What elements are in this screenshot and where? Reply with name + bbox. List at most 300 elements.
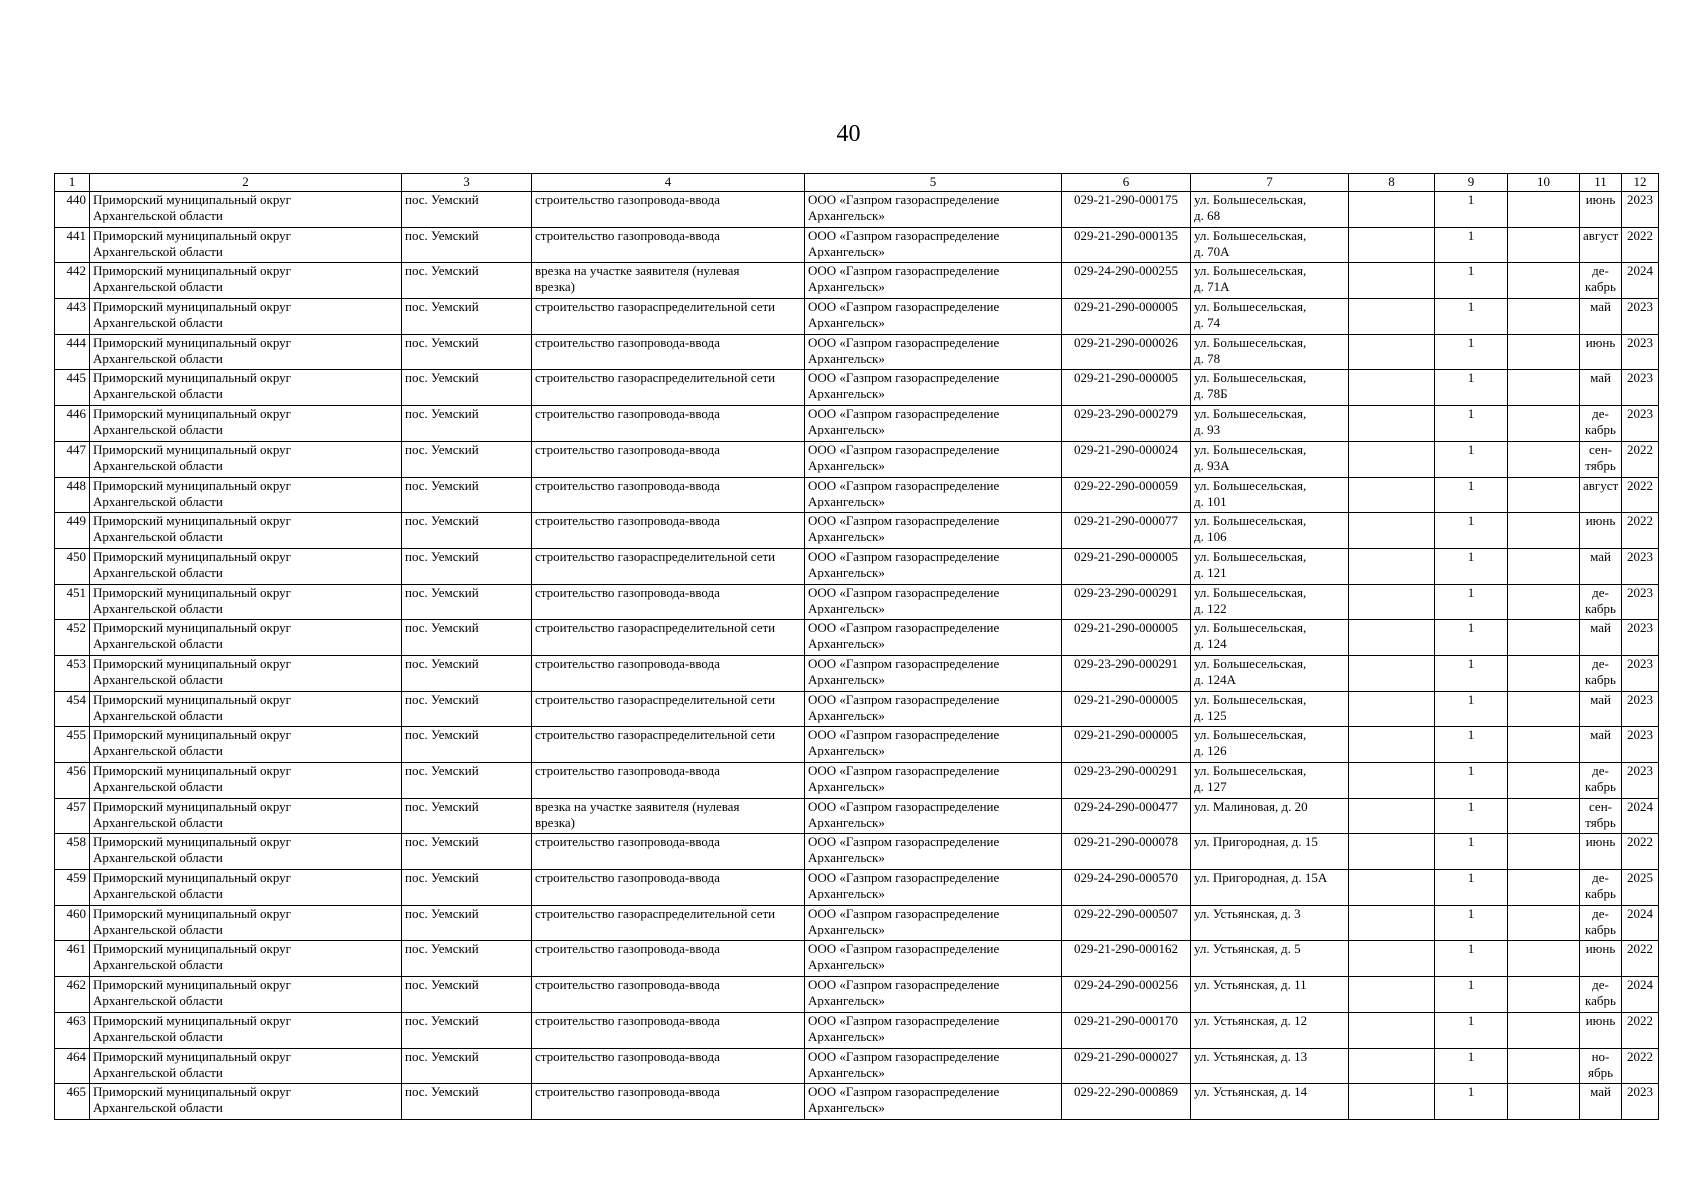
cell-month: май xyxy=(1580,548,1622,584)
cell-work-type: строительство газопровода-ввода xyxy=(532,227,805,263)
cell-work-type: строительство газораспределительной сети xyxy=(532,691,805,727)
cell-col-10 xyxy=(1508,477,1580,513)
cell-col-10 xyxy=(1508,406,1580,442)
cell-month: август xyxy=(1580,227,1622,263)
cell-year: 2024 xyxy=(1622,798,1659,834)
cell-work-type: строительство газораспределительной сети xyxy=(532,727,805,763)
cell-row-number: 442 xyxy=(55,263,90,299)
cell-work-type: строительство газораспределительной сети xyxy=(532,905,805,941)
cell-settlement: пос. Уемский xyxy=(402,406,532,442)
cell-settlement: пос. Уемский xyxy=(402,655,532,691)
cell-address: ул. Устьянская, д. 14 xyxy=(1191,1084,1349,1120)
cell-settlement: пос. Уемский xyxy=(402,1084,532,1120)
cell-application-number: 029-23-290-000279 xyxy=(1062,406,1191,442)
cell-quantity: 1 xyxy=(1435,1048,1508,1084)
cell-col-10 xyxy=(1508,548,1580,584)
cell-col-10 xyxy=(1508,1084,1580,1120)
cell-row-number: 444 xyxy=(55,334,90,370)
table-row xyxy=(55,620,1659,656)
cell-organization: ООО «Газпром газораспределение Архангельск» xyxy=(805,834,1062,870)
cell-address: ул. Большесельская, д. 74 xyxy=(1191,299,1349,335)
table-row xyxy=(55,870,1659,906)
cell-application-number: 029-24-290-000255 xyxy=(1062,263,1191,299)
cell-address: ул. Большесельская, д. 93 xyxy=(1191,406,1349,442)
cell-work-type: строительство газораспределительной сети xyxy=(532,620,805,656)
cell-month: июнь xyxy=(1580,513,1622,549)
table-row xyxy=(55,905,1659,941)
cell-month: де- кабрь xyxy=(1580,870,1622,906)
cell-quantity: 1 xyxy=(1435,584,1508,620)
cell-organization: ООО «Газпром газораспределение Архангельск» xyxy=(805,263,1062,299)
cell-address: ул. Большесельская, д. 78 xyxy=(1191,334,1349,370)
cell-application-number: 029-21-290-000005 xyxy=(1062,370,1191,406)
cell-year: 2022 xyxy=(1622,941,1659,977)
table-body xyxy=(55,192,1659,1120)
cell-address: ул. Большесельская, д. 93А xyxy=(1191,441,1349,477)
cell-work-type: строительство газопровода-ввода xyxy=(532,941,805,977)
cell-quantity: 1 xyxy=(1435,620,1508,656)
cell-col-8 xyxy=(1349,763,1435,799)
cell-work-type: строительство газопровода-ввода xyxy=(532,192,805,228)
cell-work-type: врезка на участке заявителя (нулевая врезка) xyxy=(532,798,805,834)
cell-address: ул. Устьянская, д. 12 xyxy=(1191,1012,1349,1048)
cell-col-10 xyxy=(1508,977,1580,1013)
cell-row-number: 451 xyxy=(55,584,90,620)
cell-year: 2023 xyxy=(1622,548,1659,584)
table-row xyxy=(55,192,1659,228)
cell-organization: ООО «Газпром газораспределение Архангельск» xyxy=(805,441,1062,477)
cell-organization: ООО «Газпром газораспределение Архангельск» xyxy=(805,763,1062,799)
cell-col-8 xyxy=(1349,1012,1435,1048)
cell-quantity: 1 xyxy=(1435,513,1508,549)
cell-row-number: 452 xyxy=(55,620,90,656)
cell-col-8 xyxy=(1349,905,1435,941)
cell-quantity: 1 xyxy=(1435,905,1508,941)
cell-organization: ООО «Газпром газораспределение Архангельск» xyxy=(805,1084,1062,1120)
cell-row-number: 456 xyxy=(55,763,90,799)
table-row xyxy=(55,370,1659,406)
table-row xyxy=(55,655,1659,691)
cell-organization: ООО «Газпром газораспределение Архангельск» xyxy=(805,870,1062,906)
cell-col-10 xyxy=(1508,1048,1580,1084)
cell-month: июнь xyxy=(1580,334,1622,370)
cell-settlement: пос. Уемский xyxy=(402,798,532,834)
cell-settlement: пос. Уемский xyxy=(402,763,532,799)
cell-col-10 xyxy=(1508,655,1580,691)
cell-col-10 xyxy=(1508,334,1580,370)
cell-settlement: пос. Уемский xyxy=(402,977,532,1013)
table-row xyxy=(55,513,1659,549)
cell-quantity: 1 xyxy=(1435,763,1508,799)
cell-organization: ООО «Газпром газораспределение Архангельск» xyxy=(805,620,1062,656)
cell-municipality: Приморский муниципальный округ Архангельской области xyxy=(90,1048,402,1084)
cell-quantity: 1 xyxy=(1435,227,1508,263)
cell-col-8 xyxy=(1349,727,1435,763)
cell-application-number: 029-21-290-000005 xyxy=(1062,727,1191,763)
cell-year: 2023 xyxy=(1622,334,1659,370)
cell-application-number: 029-21-290-000026 xyxy=(1062,334,1191,370)
cell-col-10 xyxy=(1508,691,1580,727)
cell-col-8 xyxy=(1349,441,1435,477)
table-row xyxy=(55,441,1659,477)
cell-work-type: строительство газопровода-ввода xyxy=(532,441,805,477)
cell-month: сен- тябрь xyxy=(1580,441,1622,477)
cell-application-number: 029-21-290-000005 xyxy=(1062,691,1191,727)
cell-month: де- кабрь xyxy=(1580,655,1622,691)
cell-municipality: Приморский муниципальный округ Архангельской области xyxy=(90,513,402,549)
cell-quantity: 1 xyxy=(1435,370,1508,406)
cell-row-number: 464 xyxy=(55,1048,90,1084)
cell-work-type: строительство газопровода-ввода xyxy=(532,513,805,549)
cell-application-number: 029-21-290-000005 xyxy=(1062,299,1191,335)
cell-quantity: 1 xyxy=(1435,192,1508,228)
cell-municipality: Приморский муниципальный округ Архангельской области xyxy=(90,584,402,620)
column-header-5: 5 xyxy=(805,174,1062,192)
table-row xyxy=(55,1048,1659,1084)
cell-col-10 xyxy=(1508,1012,1580,1048)
cell-col-10 xyxy=(1508,763,1580,799)
cell-row-number: 441 xyxy=(55,227,90,263)
cell-organization: ООО «Газпром газораспределение Архангельск» xyxy=(805,548,1062,584)
cell-application-number: 029-24-290-000477 xyxy=(1062,798,1191,834)
cell-col-8 xyxy=(1349,227,1435,263)
cell-organization: ООО «Газпром газораспределение Архангельск» xyxy=(805,905,1062,941)
cell-organization: ООО «Газпром газораспределение Архангельск» xyxy=(805,334,1062,370)
cell-settlement: пос. Уемский xyxy=(402,905,532,941)
cell-month: де- кабрь xyxy=(1580,763,1622,799)
cell-month: сен- тябрь xyxy=(1580,798,1622,834)
cell-application-number: 029-21-290-000024 xyxy=(1062,441,1191,477)
table-row xyxy=(55,1084,1659,1120)
cell-year: 2023 xyxy=(1622,727,1659,763)
cell-work-type: строительство газораспределительной сети xyxy=(532,548,805,584)
table-row xyxy=(55,941,1659,977)
cell-address: ул. Пригородная, д. 15 xyxy=(1191,834,1349,870)
cell-organization: ООО «Газпром газораспределение Архангельск» xyxy=(805,370,1062,406)
cell-address: ул. Большесельская, д. 78Б xyxy=(1191,370,1349,406)
cell-settlement: пос. Уемский xyxy=(402,227,532,263)
cell-municipality: Приморский муниципальный округ Архангельской области xyxy=(90,798,402,834)
cell-municipality: Приморский муниципальный округ Архангельской области xyxy=(90,370,402,406)
cell-address: ул. Большесельская, д. 126 xyxy=(1191,727,1349,763)
table-row xyxy=(55,227,1659,263)
cell-col-8 xyxy=(1349,192,1435,228)
cell-col-8 xyxy=(1349,334,1435,370)
cell-application-number: 029-22-290-000507 xyxy=(1062,905,1191,941)
cell-municipality: Приморский муниципальный округ Архангельской области xyxy=(90,1084,402,1120)
cell-quantity: 1 xyxy=(1435,691,1508,727)
cell-year: 2023 xyxy=(1622,691,1659,727)
cell-quantity: 1 xyxy=(1435,941,1508,977)
cell-settlement: пос. Уемский xyxy=(402,334,532,370)
cell-year: 2022 xyxy=(1622,227,1659,263)
cell-municipality: Приморский муниципальный округ Архангельской области xyxy=(90,763,402,799)
cell-month: но- ябрь xyxy=(1580,1048,1622,1084)
cell-work-type: строительство газопровода-ввода xyxy=(532,834,805,870)
gas-connection-register-table xyxy=(54,173,1659,1120)
cell-quantity: 1 xyxy=(1435,477,1508,513)
cell-settlement: пос. Уемский xyxy=(402,620,532,656)
cell-work-type: строительство газопровода-ввода xyxy=(532,1084,805,1120)
cell-year: 2023 xyxy=(1622,1084,1659,1120)
cell-application-number: 029-21-290-000170 xyxy=(1062,1012,1191,1048)
cell-work-type: строительство газопровода-ввода xyxy=(532,977,805,1013)
cell-row-number: 454 xyxy=(55,691,90,727)
cell-month: де- кабрь xyxy=(1580,977,1622,1013)
column-header-2: 2 xyxy=(90,174,402,192)
cell-col-10 xyxy=(1508,941,1580,977)
cell-application-number: 029-21-290-000005 xyxy=(1062,548,1191,584)
cell-municipality: Приморский муниципальный округ Архангельской области xyxy=(90,441,402,477)
cell-municipality: Приморский муниципальный округ Архангельской области xyxy=(90,655,402,691)
cell-settlement: пос. Уемский xyxy=(402,263,532,299)
cell-year: 2023 xyxy=(1622,584,1659,620)
cell-col-10 xyxy=(1508,584,1580,620)
cell-col-10 xyxy=(1508,798,1580,834)
cell-settlement: пос. Уемский xyxy=(402,870,532,906)
cell-municipality: Приморский муниципальный округ Архангельской области xyxy=(90,227,402,263)
cell-month: август xyxy=(1580,477,1622,513)
cell-col-10 xyxy=(1508,192,1580,228)
cell-year: 2024 xyxy=(1622,263,1659,299)
column-header-12: 12 xyxy=(1622,174,1659,192)
table-row xyxy=(55,977,1659,1013)
cell-settlement: пос. Уемский xyxy=(402,691,532,727)
cell-organization: ООО «Газпром газораспределение Архангельск» xyxy=(805,584,1062,620)
cell-year: 2024 xyxy=(1622,977,1659,1013)
cell-row-number: 440 xyxy=(55,192,90,228)
cell-settlement: пос. Уемский xyxy=(402,299,532,335)
cell-settlement: пос. Уемский xyxy=(402,834,532,870)
cell-col-8 xyxy=(1349,870,1435,906)
cell-month: июнь xyxy=(1580,941,1622,977)
cell-col-10 xyxy=(1508,441,1580,477)
table-row xyxy=(55,548,1659,584)
cell-row-number: 462 xyxy=(55,977,90,1013)
cell-row-number: 461 xyxy=(55,941,90,977)
cell-row-number: 450 xyxy=(55,548,90,584)
cell-municipality: Приморский муниципальный округ Архангельской области xyxy=(90,548,402,584)
cell-year: 2022 xyxy=(1622,1048,1659,1084)
cell-organization: ООО «Газпром газораспределение Архангельск» xyxy=(805,477,1062,513)
cell-municipality: Приморский муниципальный округ Архангельской области xyxy=(90,834,402,870)
cell-municipality: Приморский муниципальный округ Архангельской области xyxy=(90,334,402,370)
cell-work-type: строительство газопровода-ввода xyxy=(532,870,805,906)
cell-address: ул. Большесельская, д. 122 xyxy=(1191,584,1349,620)
cell-work-type: строительство газопровода-ввода xyxy=(532,763,805,799)
column-header-4: 4 xyxy=(532,174,805,192)
cell-address: ул. Большесельская, д. 68 xyxy=(1191,192,1349,228)
table-row xyxy=(55,263,1659,299)
cell-year: 2024 xyxy=(1622,905,1659,941)
cell-month: май xyxy=(1580,691,1622,727)
cell-col-8 xyxy=(1349,941,1435,977)
cell-organization: ООО «Газпром газораспределение Архангельск» xyxy=(805,941,1062,977)
cell-month: де- кабрь xyxy=(1580,406,1622,442)
cell-col-8 xyxy=(1349,584,1435,620)
cell-row-number: 455 xyxy=(55,727,90,763)
cell-work-type: строительство газораспределительной сети xyxy=(532,299,805,335)
cell-col-8 xyxy=(1349,406,1435,442)
cell-address: ул. Пригородная, д. 15А xyxy=(1191,870,1349,906)
cell-work-type: строительство газопровода-ввода xyxy=(532,406,805,442)
cell-work-type: строительство газопровода-ввода xyxy=(532,584,805,620)
cell-col-10 xyxy=(1508,834,1580,870)
cell-quantity: 1 xyxy=(1435,548,1508,584)
cell-year: 2023 xyxy=(1622,192,1659,228)
cell-municipality: Приморский муниципальный округ Архангельской области xyxy=(90,905,402,941)
cell-settlement: пос. Уемский xyxy=(402,727,532,763)
table-row xyxy=(55,584,1659,620)
cell-year: 2022 xyxy=(1622,1012,1659,1048)
cell-quantity: 1 xyxy=(1435,406,1508,442)
cell-year: 2022 xyxy=(1622,477,1659,513)
column-header-7: 7 xyxy=(1191,174,1349,192)
cell-row-number: 458 xyxy=(55,834,90,870)
cell-address: ул. Большесельская, д. 127 xyxy=(1191,763,1349,799)
cell-month: май xyxy=(1580,370,1622,406)
cell-municipality: Приморский муниципальный округ Архангельской области xyxy=(90,620,402,656)
cell-address: ул. Малиновая, д. 20 xyxy=(1191,798,1349,834)
table-row xyxy=(55,798,1659,834)
cell-application-number: 029-24-290-000256 xyxy=(1062,977,1191,1013)
cell-quantity: 1 xyxy=(1435,441,1508,477)
cell-year: 2023 xyxy=(1622,406,1659,442)
cell-application-number: 029-21-290-000078 xyxy=(1062,834,1191,870)
cell-month: май xyxy=(1580,727,1622,763)
cell-organization: ООО «Газпром газораспределение Архангельск» xyxy=(805,1012,1062,1048)
cell-settlement: пос. Уемский xyxy=(402,477,532,513)
cell-settlement: пос. Уемский xyxy=(402,370,532,406)
cell-settlement: пос. Уемский xyxy=(402,584,532,620)
table-row xyxy=(55,763,1659,799)
cell-year: 2023 xyxy=(1622,620,1659,656)
cell-work-type: строительство газопровода-ввода xyxy=(532,655,805,691)
cell-month: де- кабрь xyxy=(1580,584,1622,620)
cell-municipality: Приморский муниципальный округ Архангельской области xyxy=(90,299,402,335)
column-header-9: 9 xyxy=(1435,174,1508,192)
cell-organization: ООО «Газпром газораспределение Архангельск» xyxy=(805,227,1062,263)
cell-quantity: 1 xyxy=(1435,655,1508,691)
cell-quantity: 1 xyxy=(1435,977,1508,1013)
cell-application-number: 029-23-290-000291 xyxy=(1062,655,1191,691)
cell-col-8 xyxy=(1349,513,1435,549)
cell-row-number: 460 xyxy=(55,905,90,941)
table-row xyxy=(55,834,1659,870)
cell-row-number: 446 xyxy=(55,406,90,442)
cell-month: де- кабрь xyxy=(1580,905,1622,941)
cell-col-8 xyxy=(1349,299,1435,335)
cell-application-number: 029-23-290-000291 xyxy=(1062,763,1191,799)
cell-col-8 xyxy=(1349,834,1435,870)
column-header-1: 1 xyxy=(55,174,90,192)
column-header-3: 3 xyxy=(402,174,532,192)
cell-month: май xyxy=(1580,299,1622,335)
cell-work-type: строительство газопровода-ввода xyxy=(532,334,805,370)
cell-col-8 xyxy=(1349,798,1435,834)
cell-row-number: 443 xyxy=(55,299,90,335)
cell-col-8 xyxy=(1349,691,1435,727)
cell-col-10 xyxy=(1508,620,1580,656)
cell-month: май xyxy=(1580,620,1622,656)
cell-settlement: пос. Уемский xyxy=(402,441,532,477)
cell-col-10 xyxy=(1508,727,1580,763)
cell-work-type: строительство газопровода-ввода xyxy=(532,1012,805,1048)
cell-row-number: 449 xyxy=(55,513,90,549)
cell-work-type: строительство газопровода-ввода xyxy=(532,1048,805,1084)
cell-col-10 xyxy=(1508,263,1580,299)
cell-municipality: Приморский муниципальный округ Архангельской области xyxy=(90,870,402,906)
cell-application-number: 029-22-290-000869 xyxy=(1062,1084,1191,1120)
cell-organization: ООО «Газпром газораспределение Архангельск» xyxy=(805,655,1062,691)
cell-month: де- кабрь xyxy=(1580,263,1622,299)
column-number-header-row xyxy=(55,174,1659,192)
cell-quantity: 1 xyxy=(1435,1012,1508,1048)
cell-address: ул. Большесельская, д. 71А xyxy=(1191,263,1349,299)
cell-address: ул. Большесельская, д. 121 xyxy=(1191,548,1349,584)
table-row xyxy=(55,477,1659,513)
cell-organization: ООО «Газпром газораспределение Архангельск» xyxy=(805,977,1062,1013)
cell-address: ул. Устьянская, д. 5 xyxy=(1191,941,1349,977)
table-row xyxy=(55,691,1659,727)
cell-row-number: 459 xyxy=(55,870,90,906)
cell-municipality: Приморский муниципальный округ Архангельской области xyxy=(90,477,402,513)
cell-address: ул. Большесельская, д. 101 xyxy=(1191,477,1349,513)
cell-address: ул. Большесельская, д. 124 xyxy=(1191,620,1349,656)
table-row xyxy=(55,406,1659,442)
cell-application-number: 029-22-290-000059 xyxy=(1062,477,1191,513)
cell-year: 2022 xyxy=(1622,834,1659,870)
cell-year: 2023 xyxy=(1622,763,1659,799)
cell-quantity: 1 xyxy=(1435,1084,1508,1120)
cell-row-number: 447 xyxy=(55,441,90,477)
table-row xyxy=(55,334,1659,370)
column-header-8: 8 xyxy=(1349,174,1435,192)
cell-col-10 xyxy=(1508,227,1580,263)
cell-quantity: 1 xyxy=(1435,870,1508,906)
table-row xyxy=(55,299,1659,335)
cell-application-number: 029-21-290-000027 xyxy=(1062,1048,1191,1084)
cell-month: май xyxy=(1580,1084,1622,1120)
cell-settlement: пос. Уемский xyxy=(402,513,532,549)
cell-col-8 xyxy=(1349,477,1435,513)
cell-col-8 xyxy=(1349,370,1435,406)
cell-col-10 xyxy=(1508,370,1580,406)
cell-year: 2023 xyxy=(1622,299,1659,335)
cell-row-number: 453 xyxy=(55,655,90,691)
cell-row-number: 465 xyxy=(55,1084,90,1120)
cell-municipality: Приморский муниципальный округ Архангельской области xyxy=(90,263,402,299)
cell-quantity: 1 xyxy=(1435,263,1508,299)
cell-municipality: Приморский муниципальный округ Архангельской области xyxy=(90,941,402,977)
cell-quantity: 1 xyxy=(1435,798,1508,834)
cell-col-10 xyxy=(1508,513,1580,549)
cell-month: июнь xyxy=(1580,1012,1622,1048)
cell-application-number: 029-21-290-000005 xyxy=(1062,620,1191,656)
cell-year: 2023 xyxy=(1622,370,1659,406)
cell-settlement: пос. Уемский xyxy=(402,548,532,584)
cell-quantity: 1 xyxy=(1435,334,1508,370)
cell-month: июнь xyxy=(1580,192,1622,228)
cell-month: июнь xyxy=(1580,834,1622,870)
column-header-10: 10 xyxy=(1508,174,1580,192)
cell-year: 2022 xyxy=(1622,513,1659,549)
page-number: 40 xyxy=(836,121,861,147)
cell-organization: ООО «Газпром газораспределение Архангельск» xyxy=(805,727,1062,763)
cell-work-type: врезка на участке заявителя (нулевая врезка) xyxy=(532,263,805,299)
cell-address: ул. Большесельская, д. 106 xyxy=(1191,513,1349,549)
cell-quantity: 1 xyxy=(1435,727,1508,763)
